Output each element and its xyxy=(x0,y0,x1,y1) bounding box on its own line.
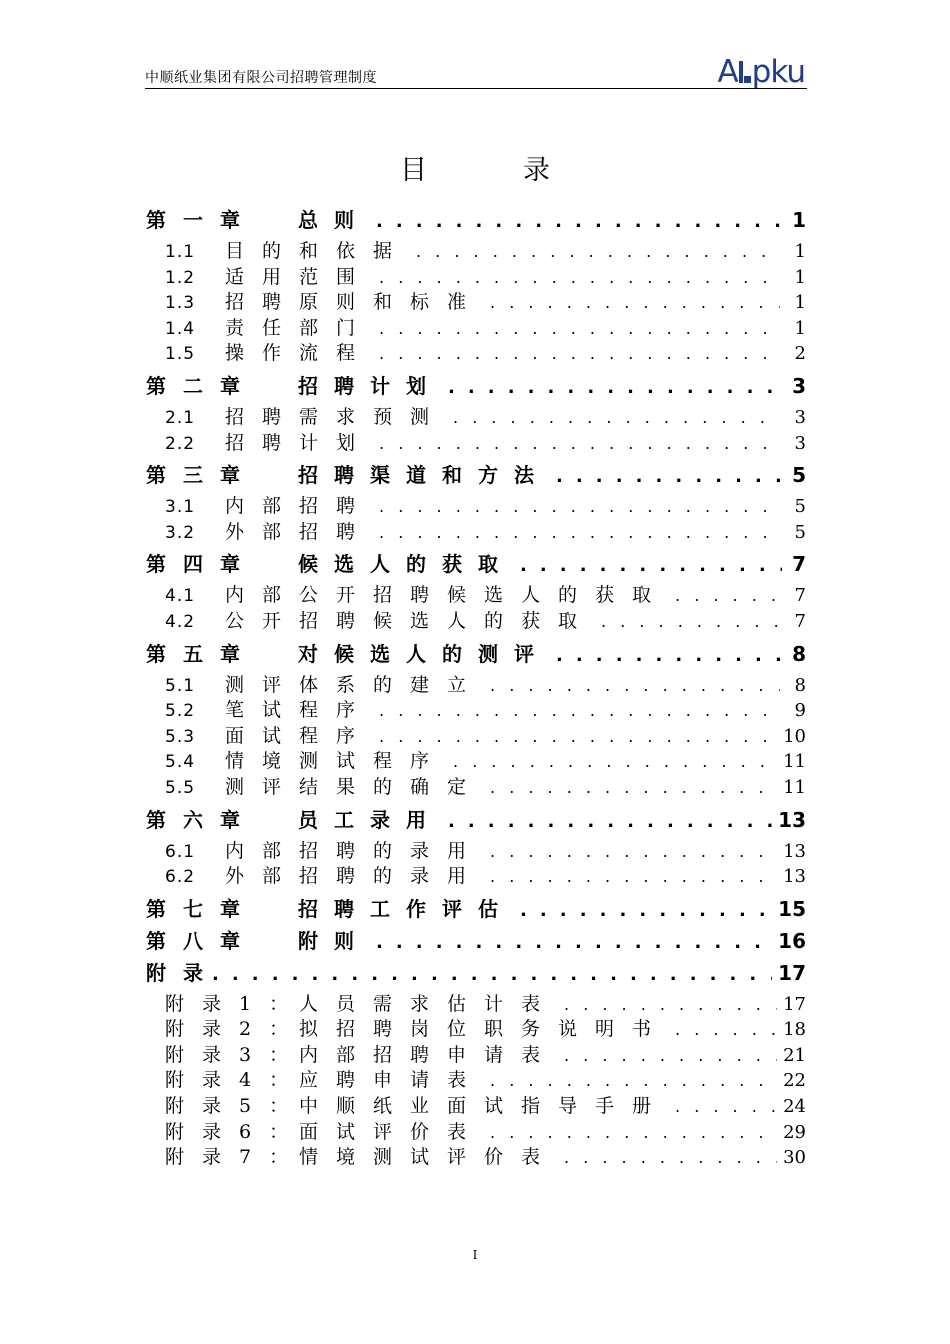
toc-entry-number: 3.1 xyxy=(165,497,196,518)
toc-entry-page: 8 xyxy=(792,641,806,666)
dot-leader xyxy=(490,1071,777,1090)
toc-entry-page: 8 xyxy=(794,674,806,696)
toc-entry-appendix[interactable] xyxy=(146,1091,806,1117)
toc-entry-appendix[interactable] xyxy=(146,1040,806,1066)
toc-entry-page: 15 xyxy=(778,896,806,921)
toc-entry-section[interactable] xyxy=(146,746,806,772)
dot-leader xyxy=(379,344,780,363)
toc-entry-title: 拟招聘岗位职务说明书 xyxy=(299,1018,670,1041)
toc-entry-page: 5 xyxy=(794,496,806,518)
toc-heading-right: 录 xyxy=(523,155,550,186)
toc-entry-number: 附录7： xyxy=(165,1146,307,1169)
toc-entry-title: 招聘计划 xyxy=(225,431,374,454)
toc-entry-title: 公开招聘候选人的获取 xyxy=(225,609,596,632)
toc-entry-page: 17 xyxy=(778,960,806,985)
dot-leader xyxy=(520,555,782,576)
toc-entry-number: 1.3 xyxy=(165,293,196,314)
toc-entry-page: 1 xyxy=(794,292,806,314)
dot-leader xyxy=(601,612,780,631)
toc-entry-number: 1.5 xyxy=(165,344,196,365)
dot-leader xyxy=(490,293,780,312)
toc-entry-page: 22 xyxy=(783,1070,806,1092)
toc-entry-appendix[interactable] xyxy=(146,989,806,1015)
toc-entry-title: 测评体系的建立 xyxy=(225,673,485,696)
toc-entry-appendix[interactable] xyxy=(146,1014,806,1040)
toc-entry-chapter[interactable] xyxy=(146,370,806,396)
toc-entry-title: 招聘工作评估 xyxy=(298,896,514,921)
toc-entry-section[interactable] xyxy=(146,721,806,747)
toc-entry-number: 5.1 xyxy=(165,675,196,696)
dot-leader xyxy=(379,268,780,287)
toc-entry-section[interactable] xyxy=(146,670,806,696)
toc-entry-number: 2.2 xyxy=(165,433,196,454)
dot-leader xyxy=(379,523,780,542)
dot-leader xyxy=(490,867,777,886)
toc-entry-title: 招聘原则和标准 xyxy=(225,291,485,314)
toc-entry-title: 情境测试程序 xyxy=(225,750,448,773)
toc-entry-chapter[interactable] xyxy=(146,548,806,577)
dot-leader xyxy=(675,586,780,605)
toc-entry-page: 13 xyxy=(778,807,806,832)
toc-entry-title: 面试程序 xyxy=(225,724,374,747)
toc-entry-number: 5.3 xyxy=(165,726,196,747)
toc-entry-number: 1.1 xyxy=(165,242,196,262)
toc-entry-number: 附录6： xyxy=(165,1120,307,1143)
toc-entry-title: 候选人的获取 xyxy=(298,552,514,577)
toc-entry-title: 人员需求估计表 xyxy=(299,992,559,1015)
toc-entry-title: 外部招聘的录用 xyxy=(225,865,485,888)
toc-entry-number: 第七章 xyxy=(146,896,257,921)
toc-entry-title: 内部招聘申请表 xyxy=(299,1043,559,1066)
toc-entry-chapter[interactable] xyxy=(146,459,806,488)
toc-entry-page: 7 xyxy=(792,552,806,577)
toc-entry-title: 招聘计划 xyxy=(298,373,442,398)
toc-heading-left: 目 xyxy=(400,155,427,186)
toc-entry-section[interactable] xyxy=(146,517,806,543)
toc-entry-section[interactable] xyxy=(146,402,806,428)
toc-entry-title: 操作流程 xyxy=(225,342,374,365)
dot-leader xyxy=(675,1020,777,1039)
toc-entry-page: 3 xyxy=(792,373,806,398)
toc-entry-number: 附录2： xyxy=(165,1018,307,1041)
toc-entry-page: 13 xyxy=(783,840,806,862)
toc-entry-title: 测评结果的确定 xyxy=(225,775,485,798)
toc-entry-title: 对候选人的测评 xyxy=(298,641,550,666)
dot-leader xyxy=(490,1123,777,1142)
toc-entry-number: 1.2 xyxy=(165,267,196,288)
toc-entry-section[interactable] xyxy=(146,606,806,632)
toc-entry-title: 适用范围 xyxy=(225,265,374,288)
dot-leader xyxy=(376,932,772,953)
toc-entry-chapter[interactable] xyxy=(146,638,806,664)
toc-entry-number: 4.1 xyxy=(165,586,196,607)
toc-entry-page: 10 xyxy=(783,725,806,747)
dot-leader xyxy=(379,497,780,516)
dot-leader xyxy=(379,319,780,338)
dot-leader xyxy=(520,900,772,921)
dot-leader xyxy=(379,727,777,746)
toc-entry-page: 11 xyxy=(783,751,806,773)
toc-entry-page: 1 xyxy=(792,208,806,232)
toc-entry-number: 1.4 xyxy=(165,318,196,339)
dot-leader xyxy=(379,701,780,720)
toc-entry-number: 附录 xyxy=(146,960,220,985)
toc-entry-number: 6.2 xyxy=(165,867,196,888)
toc-entry-page: 13 xyxy=(783,866,806,888)
dot-leader xyxy=(448,377,782,398)
toc-entry-title: 目的和依据 xyxy=(225,240,411,262)
toc-entry-page: 3 xyxy=(794,406,806,428)
dot-leader xyxy=(376,211,782,232)
toc-entry-page: 5 xyxy=(794,521,806,543)
toc-entry-chapter[interactable] xyxy=(146,925,806,951)
toc-entry-page: 30 xyxy=(783,1147,806,1169)
toc-entry-section[interactable] xyxy=(146,491,806,517)
toc-entry-number: 附录5： xyxy=(165,1095,307,1118)
toc-entry-appendix[interactable] xyxy=(146,1142,806,1168)
toc-entry-number: 第八章 xyxy=(146,928,257,953)
toc-entry-title: 员工录用 xyxy=(298,807,442,832)
toc-entry-page: 3 xyxy=(794,432,806,454)
toc-entry-number: 5.5 xyxy=(165,777,196,798)
toc-entry-section[interactable] xyxy=(146,772,806,798)
toc-entry-page: 1 xyxy=(794,317,806,339)
toc-entry-chapter[interactable] xyxy=(146,204,806,230)
toc-entry-page: 5 xyxy=(792,463,806,488)
toc-entry-number: 5.4 xyxy=(165,752,196,773)
dot-leader xyxy=(564,1046,777,1065)
dot-leader xyxy=(556,645,782,666)
toc-entry-number: 第四章 xyxy=(146,552,257,577)
dot-leader xyxy=(416,242,780,261)
toc-entry-page: 29 xyxy=(783,1121,806,1143)
toc-entry-section[interactable] xyxy=(146,836,806,862)
dot-leader xyxy=(453,752,777,771)
toc-entry-title: 招聘需求预测 xyxy=(225,405,448,428)
toc-entry-page: 18 xyxy=(783,1019,806,1041)
toc-entry-appendix[interactable] xyxy=(146,1117,806,1143)
page-number: I xyxy=(472,1248,478,1262)
toc-entry-number: 2.1 xyxy=(165,407,196,428)
toc-entry-title: 面试评价表 xyxy=(299,1120,485,1143)
toc-heading xyxy=(0,148,950,187)
toc-entry-number: 3.2 xyxy=(165,522,196,543)
dot-leader xyxy=(490,842,777,861)
toc-entry-number: 第三章 xyxy=(146,463,257,488)
toc-entry-page: 17 xyxy=(783,993,806,1015)
toc-entry-number: 附录3： xyxy=(165,1043,307,1066)
toc-entry-title: 内部招聘 xyxy=(225,495,374,518)
toc-entry-section[interactable] xyxy=(146,428,806,454)
toc-entry-title: 总则 xyxy=(298,208,370,232)
toc-entry-number: 第一章 xyxy=(146,208,257,232)
toc-entry-title: 内部招聘的录用 xyxy=(225,839,485,862)
toc-entry-number: 5.2 xyxy=(165,701,196,722)
toc-entry-page: 24 xyxy=(783,1096,806,1118)
toc-entry-number: 附录1： xyxy=(165,992,307,1015)
toc-entry-section[interactable] xyxy=(146,338,806,364)
toc-entry-page: 11 xyxy=(783,776,806,798)
toc-entry-page: 2 xyxy=(794,343,806,365)
dot-leader xyxy=(564,995,777,1014)
toc-entry-title: 应聘申请表 xyxy=(299,1069,485,1092)
toc-entry-number: 附录4： xyxy=(165,1069,307,1092)
toc-entry-title: 责任部门 xyxy=(225,316,374,339)
toc-entry-page: 1 xyxy=(794,241,806,262)
dot-leader xyxy=(675,1097,777,1116)
toc-entry-title: 笔试程序 xyxy=(225,699,374,722)
toc-entry-title: 外部招聘 xyxy=(225,520,374,543)
toc-entry-appendix[interactable] xyxy=(146,1065,806,1091)
dot-leader xyxy=(379,434,780,453)
toc-entry-page: 7 xyxy=(794,610,806,632)
company-logo: A pku xyxy=(717,54,805,90)
toc-entry-title: 附则 xyxy=(298,928,370,953)
dot-leader xyxy=(490,676,780,695)
dot-leader xyxy=(490,778,777,797)
toc-entry-number: 4.2 xyxy=(165,611,196,632)
toc-entry-title: 招聘渠道和方法 xyxy=(298,463,550,488)
header-rule xyxy=(145,88,807,89)
document-title: 中顺纸业集团有限公司招聘管理制度 xyxy=(145,70,377,86)
toc-entry-section[interactable] xyxy=(146,287,806,313)
toc-entry-chapter[interactable] xyxy=(146,893,806,919)
toc-entry-chapter[interactable] xyxy=(146,957,806,983)
toc-entry-section[interactable] xyxy=(146,262,806,288)
toc-entry-section[interactable] xyxy=(146,236,806,262)
toc-entry-section[interactable] xyxy=(146,695,806,721)
toc-entry-number: 6.1 xyxy=(165,841,196,862)
dot-leader xyxy=(212,964,772,985)
toc-entry-title: 内部公开招聘候选人的获取 xyxy=(225,584,670,607)
dot-leader xyxy=(564,1148,777,1167)
toc-entry-chapter[interactable] xyxy=(146,804,806,830)
toc-entry-number: 第二章 xyxy=(146,373,257,398)
toc-entry-section[interactable] xyxy=(146,580,806,606)
toc-entry-page: 7 xyxy=(794,585,806,607)
toc-entry-page: 1 xyxy=(794,266,806,288)
toc-entry-section[interactable] xyxy=(146,313,806,339)
toc-entry-title: 中顺纸业面试指导手册 xyxy=(299,1095,670,1118)
toc-entry-page: 9 xyxy=(794,700,806,722)
dot-leader xyxy=(448,811,772,832)
page-header xyxy=(145,56,807,89)
toc-entry-number: 第六章 xyxy=(146,807,257,832)
table-of-contents xyxy=(146,198,806,1168)
dot-leader xyxy=(556,466,782,487)
toc-entry-title: 情境测试评价表 xyxy=(299,1146,559,1169)
toc-entry-number: 第五章 xyxy=(146,641,257,666)
dot-leader xyxy=(453,408,780,427)
toc-entry-page: 21 xyxy=(783,1044,806,1066)
toc-entry-page: 16 xyxy=(778,928,806,953)
toc-entry-section[interactable] xyxy=(146,861,806,887)
